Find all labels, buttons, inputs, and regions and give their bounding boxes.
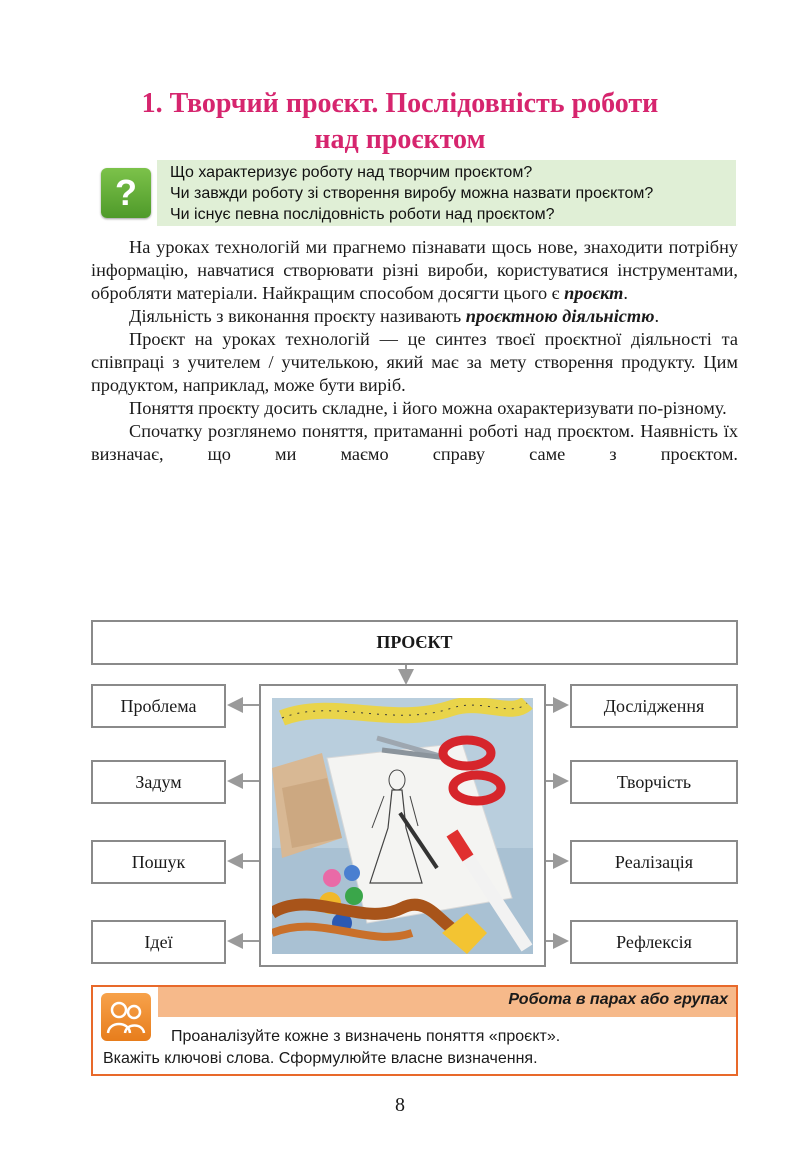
paragraph-5: Спочатку розглянемо поняття, притаманні роботі над проєктом. Наявність їх визначає, що ми маємо справу саме з проєктом. [91, 421, 738, 464]
diagram-box-problem: Проблема [91, 684, 226, 728]
term-project-activity: проєктною діяльністю [465, 306, 655, 326]
task-header: Робота в парах або групах [508, 991, 728, 1008]
question-1: Що характеризує роботу над творчим проєктом? [170, 164, 533, 181]
task-header-bar [158, 987, 736, 1017]
paragraph-2: Діяльність з виконання проєкту називають проєктною діяльністю. [129, 306, 660, 326]
task-line-2: Вкажіть ключові слова. Сформулюйте власне визначення. [103, 1050, 538, 1067]
term-project: проєкт [564, 283, 624, 303]
paragraph-3: Проєкт на уроках технологій — це синтез твоєї проєктної діяльності та співпраці з учителем / учителькою, який має за мету створення продукту. Цим продуктом, наприклад, може бути виріб. [91, 329, 738, 395]
diagram-box-creativity: Творчість [570, 760, 738, 804]
lesson-title-line1: 1. Творчий проєкт. Послідовність роботи [141, 88, 659, 119]
question-mark-icon: ? [101, 168, 151, 218]
diagram-photo-frame [259, 684, 546, 967]
diagram-box-ideas: Ідеї [91, 920, 226, 964]
diagram-box-idea: Задум [91, 760, 226, 804]
task-line-1: Проаналізуйте кожне з визначень поняття «проєкт». [171, 1028, 561, 1045]
diagram-box-reflection: Рефлексія [570, 920, 738, 964]
sewing-design-illustration [272, 698, 533, 954]
diagram-box-search: Пошук [91, 840, 226, 884]
paragraph-1: На уроках технологій ми прагнемо пізнавати щось нове, знаходити потрібну інформацію, навчатися створювати різні вироби, користуватися інструментами, обробляти матеріали. Найкращим способом досягти цього є проєкт. [91, 237, 738, 303]
page-number: 8 [395, 1094, 405, 1116]
question-3: Чи існує певна послідовність роботи над проєктом? [170, 206, 555, 223]
lesson-title-line2: над проєктом [314, 124, 486, 155]
diagram-box-realization: Реалізація [570, 840, 738, 884]
pair-work-icon [101, 993, 151, 1041]
paragraph-4: Поняття проєкту досить складне, і його можна охарактеризувати по-різному. [129, 398, 727, 418]
diagram-project-box: ПРОЄКТ [91, 620, 738, 665]
diagram-box-research: Дослідження [570, 684, 738, 728]
question-2: Чи завжди роботу зі створення виробу можна назвати проєктом? [170, 185, 654, 202]
